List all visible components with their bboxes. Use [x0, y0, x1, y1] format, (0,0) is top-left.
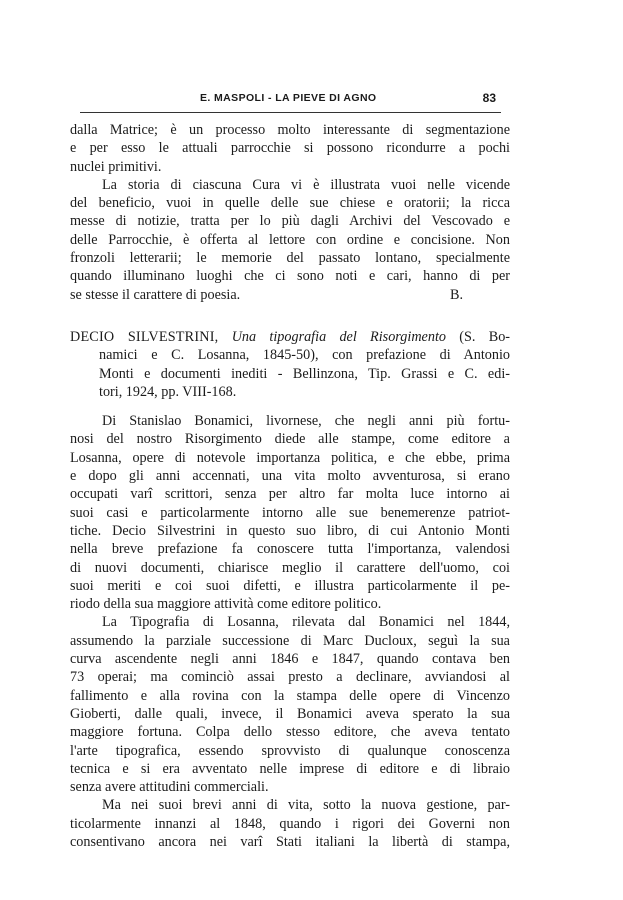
paragraph-gestione	[70, 796, 510, 851]
text-line: Ma nei suoi brevi anni di vita, sotto la nuova gestione, par-	[102, 797, 510, 814]
text-line: del beneficio, vuoi in quelle delle sue chiese e oratorii; la ricca	[70, 195, 510, 212]
paragraph-tipografia	[70, 613, 510, 796]
text-line: curva ascendente negli anni 1846 e 1847, quando contava ben	[70, 651, 510, 668]
text-line: Gioberti, dalle quali, invece, il Bonamici aveva sperato la sua	[70, 705, 510, 722]
text-line: Di Stanislao Bonamici, livornese, che negli anni più fortu-	[102, 413, 510, 430]
citation-line: namici e C. Losanna, 1845-50), con prefazione di Antonio	[99, 347, 510, 364]
text-line: dalla Matrice; è un processo molto interessante di segmentazione	[70, 122, 510, 138]
section-gap	[70, 401, 510, 412]
text-line-with-signature	[70, 286, 510, 304]
text-line: messe di notizie, tratta per lo più dagli Archivi del Vescovado e	[70, 213, 510, 230]
text-line: di nuovi documenti, chiarisce meglio il carattere dell'uomo, coi	[70, 559, 510, 576]
page-header	[80, 92, 500, 108]
review-signature: B.	[450, 286, 464, 303]
review-author: DECIO SILVESTRINI,	[70, 328, 219, 345]
text-line: maggiore fortuna. Colpa dello stesso editore, che aveva tentato	[70, 724, 510, 741]
review-title: Una tipografia del Risorgimento	[231, 328, 446, 345]
text-line: assumendo la parziale successione di Marc Ducloux, seguì la sua	[70, 632, 510, 649]
text-line: l'arte tipografica, essendo sprovvisto di qualunque conoscenza	[70, 742, 510, 759]
text-line: riodo della sua maggiore attività come editore politico.	[70, 596, 382, 613]
text-line: Losanna, opere di notevole importanza politica, e che ebbe, prima	[70, 449, 510, 466]
running-head: E. MASPOLI - LA PIEVE DI AGNO	[200, 92, 377, 104]
text-line: La storia di ciascuna Cura vi è illustrata vuoi nelle vicende	[102, 176, 510, 193]
review-citation	[70, 328, 510, 401]
text-line: fallimento e alla rovina con la stampa delle opere di Vincenzo	[70, 687, 510, 704]
body-text	[70, 121, 510, 851]
text-line: 73 operai; ma cominciò assai presto a declinare, avviandosi al	[70, 669, 510, 686]
text-line: tiche. Decio Silvestrini in questo suo libro, di cui Antonio Monti	[70, 522, 510, 539]
header-rule	[80, 112, 501, 113]
citation-line: tori, 1924, pp. VIII-168.	[99, 383, 237, 400]
text-line: senza avere attitudini commerciali.	[70, 779, 269, 796]
paragraph-continuation	[70, 121, 510, 176]
text-line: e dopo gli anni accennati, una vita molto avventurosa, si erano	[70, 468, 510, 485]
paragraph-bonamici	[70, 412, 510, 613]
text-line: tecnica e si era avventato nelle imprese di editore e di libraio	[70, 760, 510, 777]
page-number: 83	[482, 91, 496, 105]
text-line: se stesse il carattere di poesia.	[70, 286, 241, 303]
text-line: delle Parrocchie, è offerta al lettore con ordine e concisione. Non	[70, 231, 510, 248]
text-line: La Tipografia di Losanna, rilevata dal Bonamici nel 1844,	[102, 614, 510, 631]
citation-tail: (S. Bo-	[459, 328, 511, 345]
text-line: ticolarmente innanzi al 1848, quando i rigori dei Governi non	[70, 815, 510, 832]
text-line: quando illuminano luoghi che ci sono noti e cari, hanno di per	[70, 268, 510, 285]
text-line: nella breve prefazione fa conoscere tutta l'importanza, valendosi	[70, 541, 510, 558]
text-line: occupati varî scrittori, senza per altro far molta luce intorno ai	[70, 486, 510, 503]
text-line: suoi casi e particolarmente intorno alle sue benemerenze patriot-	[70, 504, 510, 521]
text-line: suoi meriti e coi suoi difetti, e illustra particolarmente il pe-	[70, 577, 510, 594]
text-line: nuclei primitivi.	[70, 158, 162, 175]
text-line: e per esso le attuali parrocchie si possono ricondurre a pochi	[70, 140, 510, 157]
citation-first-line	[70, 328, 510, 346]
text-line: fronzoli letterarii; le memorie del passato lontano, specialmente	[70, 250, 510, 267]
paragraph-storia	[70, 176, 510, 304]
text-line: nosi del nostro Risorgimento diede alle stampe, come editore a	[70, 431, 510, 448]
citation-line: Monti e documenti inediti - Bellinzona, Tip. Grassi e C. edi-	[99, 365, 510, 382]
text-line: consentivano ancora nei varî Stati italiani la libertà di stampa,	[70, 833, 510, 850]
section-gap	[70, 304, 510, 328]
